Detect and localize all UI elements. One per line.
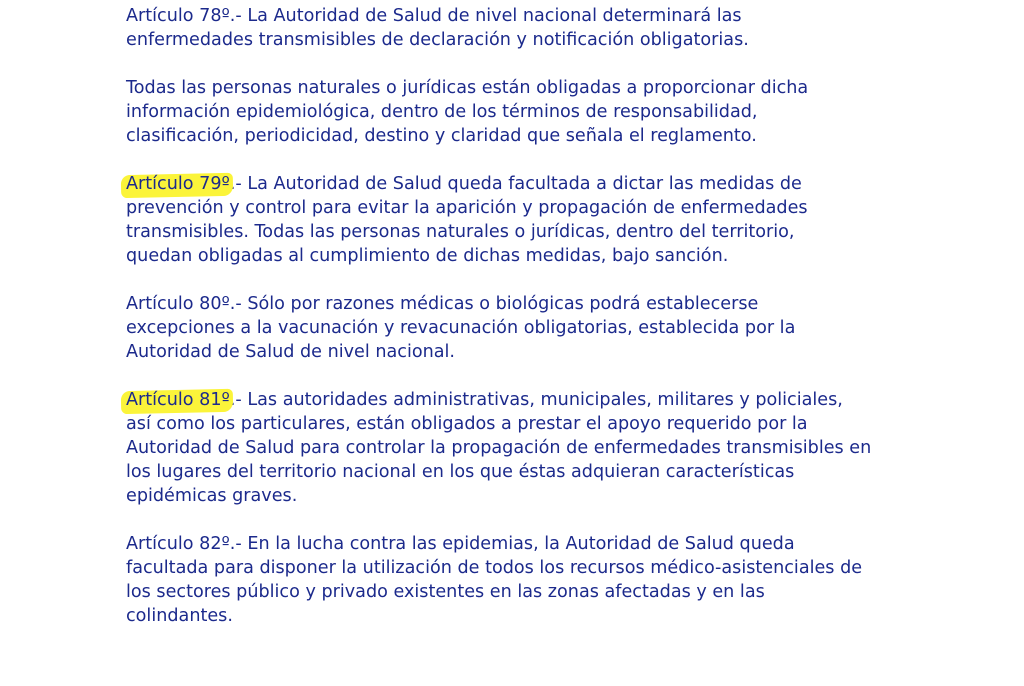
article-82-heading: Artículo 82º.: [126, 534, 236, 554]
article-82: [126, 532, 1006, 628]
article-78-line-2: enfermedades transmisibles de declaración y notificación obligatorias.: [126, 30, 749, 50]
article-78: [126, 4, 1006, 52]
article-79: [126, 172, 1006, 268]
article-81-line-2: así como los particulares, están obligados a prestar el apoyo requerido por la: [126, 414, 808, 434]
article-82-line-4: colindantes.: [126, 606, 233, 626]
article-80-line-3: Autoridad de Salud de nivel nacional.: [126, 342, 456, 362]
article-80-line-2: excepciones a la vacunación y revacunación obligatorias, establecida por la: [126, 318, 796, 338]
article-80-heading: Artículo 80º.: [126, 294, 236, 314]
article-78-heading: Artículo 78º.: [126, 6, 236, 26]
article-82-line-1: Artículo 82º.- En la lucha contra las epidemias, la Autoridad de Salud queda: [126, 534, 795, 554]
article-79-line-1: Artículo 79º.- La Autoridad de Salud queda facultada a dictar las medidas de: [126, 174, 802, 194]
article-81-line-3: Autoridad de Salud para controlar la propagación de enfermedades transmisibles en: [126, 438, 872, 458]
article-80-line-1: Artículo 80º.- Sólo por razones médicas o biológicas podrá establecerse: [126, 294, 759, 314]
article-78-p2-line-2: información epidemiológica, dentro de los términos de responsabilidad,: [126, 102, 758, 122]
article-78-p2-line-1: Todas las personas naturales o jurídicas están obligadas a proporcionar dicha: [126, 78, 809, 98]
article-78-p2-line-3: clasificación, periodicidad, destino y claridad que señala el reglamento.: [126, 126, 757, 146]
article-81-line-4: los lugares del territorio nacional en los que éstas adquieran características: [126, 462, 795, 482]
document-body: [126, 4, 1006, 628]
article-79-line-4: quedan obligadas al cumplimiento de dichas medidas, bajo sanción.: [126, 246, 729, 266]
article-78-paragraph-2: [126, 76, 1006, 148]
article-81-line-5: epidémicas graves.: [126, 486, 298, 506]
article-81: [126, 388, 1006, 508]
article-79-line-2: prevención y control para evitar la aparición y propagación de enfermedades: [126, 198, 808, 218]
article-80: [126, 292, 1006, 364]
article-79-heading-highlighted: Artículo 79º: [126, 174, 230, 194]
article-82-line-3: los sectores público y privado existentes en las zonas afectadas y en las: [126, 582, 765, 602]
article-78-line-1: Artículo 78º.- La Autoridad de Salud de nivel nacional determinará las: [126, 6, 742, 26]
article-81-heading-highlighted: Artículo 81º: [126, 390, 230, 410]
article-81-line-1: Artículo 81º.- Las autoridades administrativas, municipales, militares y policiales,: [126, 390, 843, 410]
article-79-line-3: transmisibles. Todas las personas naturales o jurídicas, dentro del territorio,: [126, 222, 795, 242]
article-82-line-2: facultada para disponer la utilización de todos los recursos médico-asistenciales de: [126, 558, 863, 578]
